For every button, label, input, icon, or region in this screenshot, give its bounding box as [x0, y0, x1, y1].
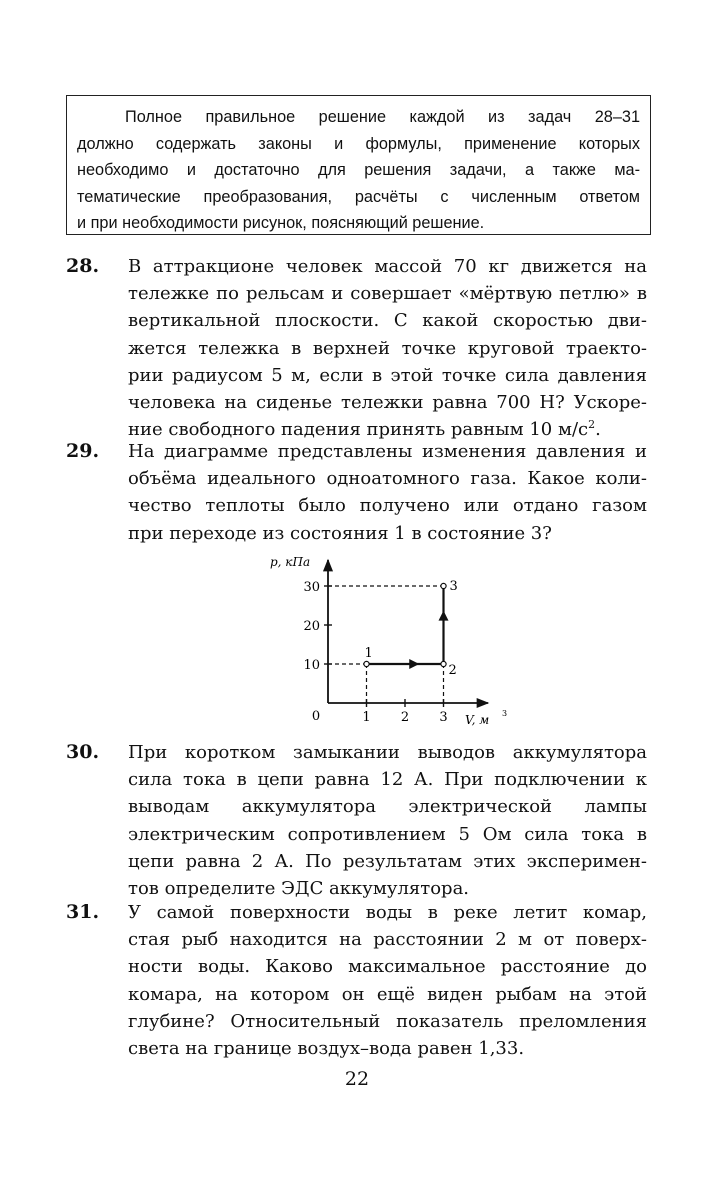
- problem-line: сила тока в цепи равна 12 А. При подключении к: [128, 769, 647, 791]
- problem-line: У самой поверхности воды в реке летит комар,: [128, 902, 647, 923]
- problem-line: жется тележка в верхней точке круговой траекто-: [128, 337, 647, 359]
- problem-line: при переходе из состояния 1 в состояние 3?: [128, 522, 552, 544]
- y-tick-label: 20: [303, 619, 320, 634]
- problem-number: 31.: [66, 901, 100, 923]
- notice-line: тематические преобразования, расчёты с численным ответом: [77, 187, 640, 206]
- problem-line: глубине? Относительный показатель преломления: [128, 1010, 647, 1032]
- problem-line: стая рыб находится на расстоянии 2 м от поверх-: [128, 929, 647, 951]
- x-tick-label: 2: [400, 710, 410, 725]
- problem-number: 30.: [66, 741, 100, 763]
- state-point: [364, 661, 369, 666]
- exponent: 2: [588, 418, 596, 432]
- problem-line: чество теплоты было получено или отдано газом: [128, 495, 647, 517]
- solution-requirements-box: [66, 95, 651, 235]
- process-arrow: [439, 611, 449, 621]
- problem-line: цепи равна 2 А. По результатам этих эксперимен-: [128, 850, 647, 872]
- x-axis-label-exponent: 3: [502, 709, 508, 718]
- notice-line: необходимо и достаточно для решения задачи, а также ма-: [77, 161, 640, 179]
- pv-diagram: [260, 548, 520, 733]
- problem-line: комара, на котором он ещё виден рыбам на этой: [128, 983, 647, 1005]
- problem-line: выводам аккумулятора электрической лампы: [128, 796, 647, 818]
- problem-line: человека на сиденье тележки равна 700 Н? Ускоре-: [128, 392, 647, 414]
- origin-label: 0: [311, 709, 321, 724]
- problem-line: В аттракционе человек массой 70 кг движется на: [128, 256, 647, 277]
- y-tick-label: 30: [303, 580, 320, 595]
- state-label: 2: [448, 663, 457, 678]
- x-tick-label: 1: [362, 710, 371, 725]
- line-tail: .: [595, 419, 601, 441]
- process-arrow: [409, 659, 419, 669]
- notice-line: Полное правильное решение каждой из задач 28–31: [125, 108, 640, 126]
- state-label: 1: [364, 646, 373, 661]
- problem-line: ности воды. Каково максимальное расстояние до: [128, 956, 647, 978]
- problem-line: объёма идеального одноатомного газа. Какое коли-: [128, 468, 647, 490]
- problem-text: [128, 739, 647, 902]
- problem-line: тележке по рельсам и совершает «мёртвую петлю» в: [128, 283, 647, 305]
- problem-text: [128, 438, 647, 547]
- problem-line: света на границе воздух–вода равен 1,33.: [128, 1038, 525, 1060]
- problem-line: электрическим сопротивлением 5 Ом сила тока в: [128, 823, 647, 845]
- problem-line: вертикальной плоскости. С какой скоростью дви-: [128, 310, 647, 332]
- problem-line: тов определите ЭДС аккумулятора.: [128, 878, 470, 900]
- notice-line: и при необходимости рисунок, поясняющий решение.: [77, 214, 485, 232]
- notice-line: должно содержать законы и формулы, применение которых: [77, 134, 640, 153]
- chart-axes: [328, 560, 488, 703]
- problem-line: рии радиусом 5 м, если в этой точке сила давления: [128, 364, 647, 386]
- x-axis-label: V, м: [465, 713, 490, 727]
- state-point: [441, 661, 446, 666]
- problem-line-text: ние свободного падения принять равным 10 м/с: [128, 419, 589, 441]
- y-tick-label: 10: [303, 658, 320, 673]
- problem-text: [128, 253, 647, 443]
- problem-text: [128, 899, 647, 1062]
- chart-marks: [270, 555, 507, 727]
- problem-number: 29.: [66, 440, 100, 462]
- problem-number: 28.: [66, 255, 100, 277]
- problem-line: При коротком замыкании выводов аккумулятора: [128, 742, 647, 763]
- state-label: 3: [449, 579, 458, 594]
- y-axis-label: p, кПа: [270, 555, 311, 569]
- state-point: [441, 583, 446, 588]
- page-number: 22: [344, 1068, 370, 1090]
- problem-line: На диаграмме представлены изменения давления и: [128, 441, 647, 462]
- x-tick-label: 3: [439, 710, 448, 725]
